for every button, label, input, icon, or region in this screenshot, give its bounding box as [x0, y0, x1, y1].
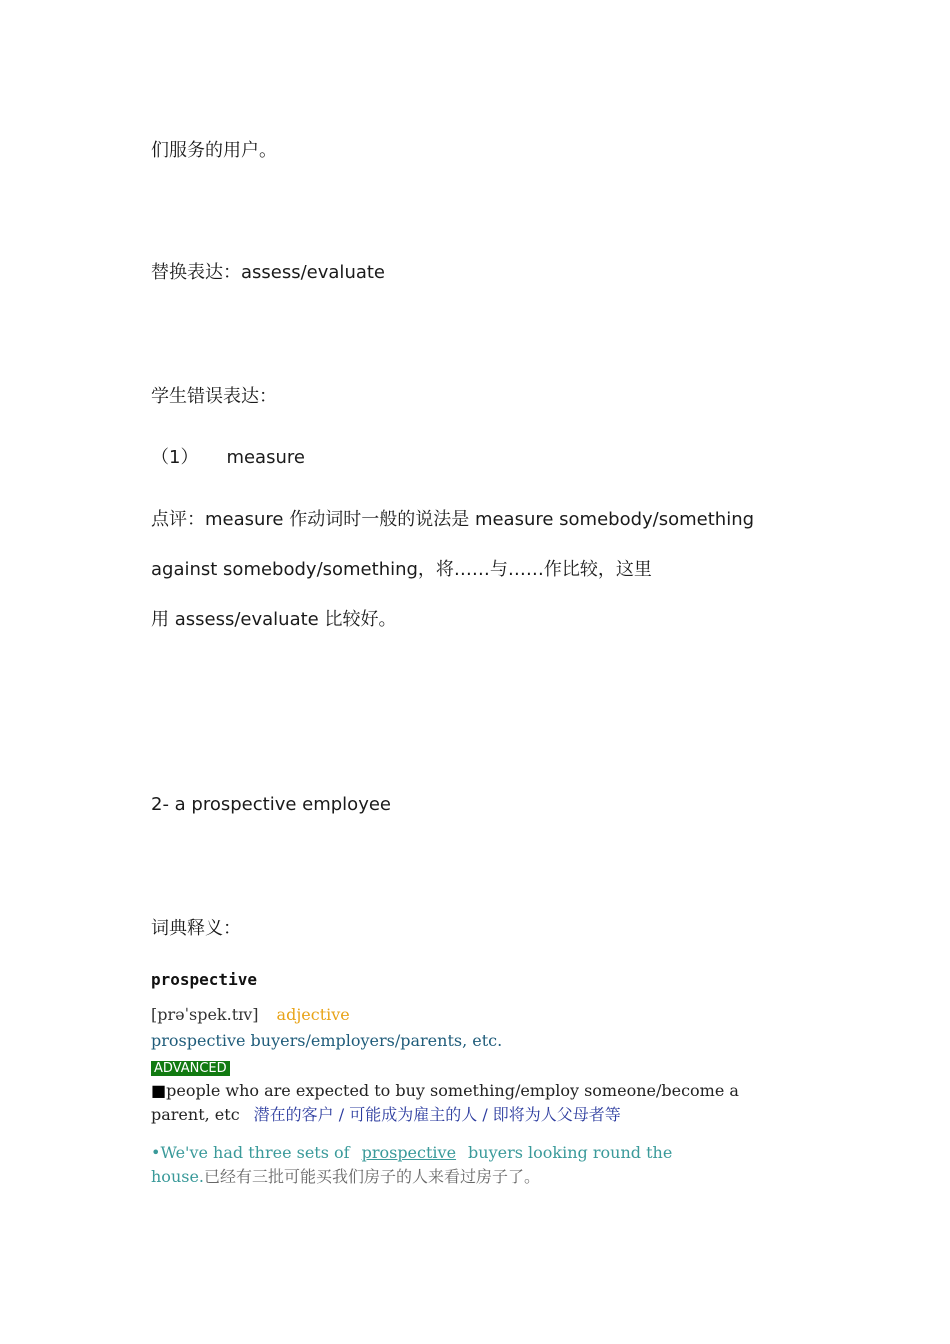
example-line-1	[151, 1141, 672, 1165]
dictionary-heading: 词典释义：	[151, 918, 241, 939]
definition-en-1: people who are expected to buy something/employ someone/become a	[166, 1081, 739, 1100]
definition-en-2: parent, etc	[151, 1105, 240, 1124]
comment-line-3: 用 assess/evaluate 比较好。	[151, 609, 397, 630]
part-of-speech: adjective	[276, 1005, 350, 1024]
error-item-number: （1）	[151, 447, 199, 468]
pronunciation-line	[151, 1003, 350, 1027]
example-keyword: prospective	[361, 1143, 457, 1162]
definition-line-2	[151, 1103, 621, 1127]
example-translation: 已经有三批可能买我们房子的人来看过房子了。	[204, 1167, 541, 1186]
error-item-1	[151, 446, 305, 470]
example-line-2	[151, 1165, 540, 1189]
section-heading-prospective-employee: 2- a prospective employee	[151, 794, 391, 815]
comment-line-2: against somebody/something，将……与……作比较，这里	[151, 559, 652, 580]
example-end-2: house.	[151, 1167, 205, 1186]
error-item-word: measure	[226, 447, 305, 468]
collocation: prospective buyers/employers/parents, etc.	[151, 1031, 503, 1050]
alternative-expressions: 替换表达：assess/evaluate	[151, 262, 386, 283]
definition-line-1	[151, 1079, 739, 1103]
level-badge-line	[151, 1055, 230, 1079]
level-badge: ADVANCED	[151, 1061, 230, 1076]
example-start: •We've had three sets of	[151, 1143, 350, 1162]
example-end: buyers looking round the	[468, 1143, 673, 1162]
student-errors-heading: 学生错误表达：	[151, 386, 277, 407]
paragraph-continuation: 们服务的用户。	[151, 140, 277, 161]
square-bullet-icon: ■	[151, 1081, 167, 1100]
dictionary-headword: prospective	[151, 970, 257, 989]
pronunciation: [prəˈspek.tɪv]	[151, 1005, 259, 1024]
comment-line-1: 点评：measure 作动词时一般的说法是 measure somebody/something	[151, 509, 755, 530]
definition-zh: 潜在的客户 / 可能成为雇主的人 / 即将为人父母者等	[253, 1105, 621, 1124]
